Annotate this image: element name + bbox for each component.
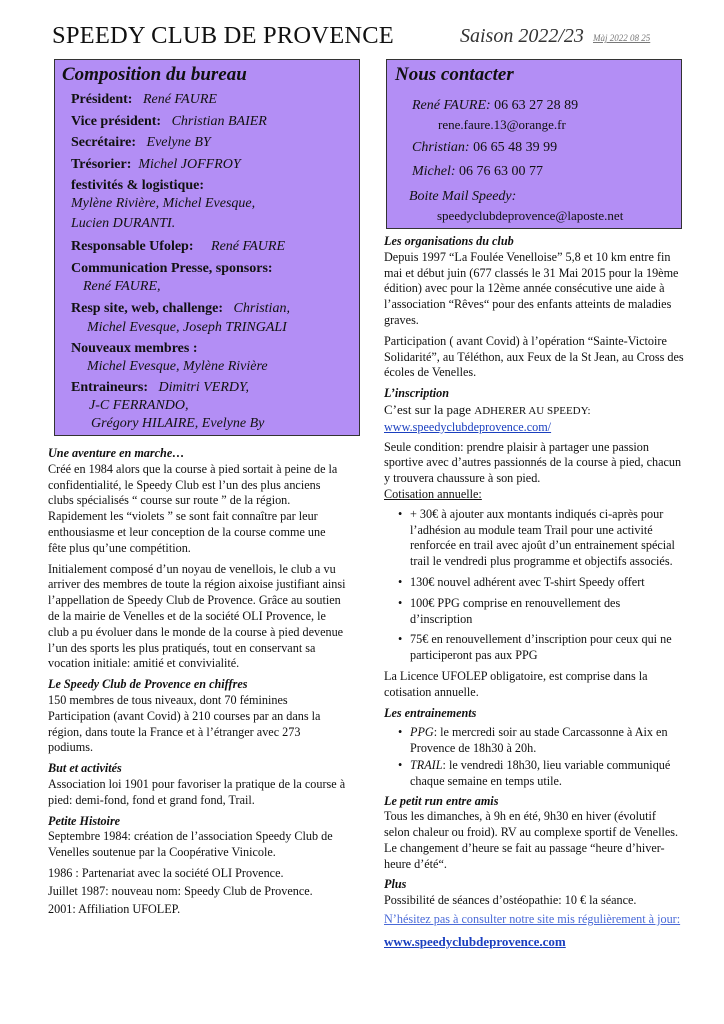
secretaire-row xyxy=(71,135,211,151)
vice-label: Vice président: xyxy=(71,114,162,129)
licence-paragraph: La Licence UFOLEP obligatoire, est comprise dans la cotisation annuelle. xyxy=(384,668,648,699)
tresorier-row xyxy=(71,157,241,173)
right-column xyxy=(384,234,684,956)
histoire-item-1: Septembre 1984: création de l’association Speedy Club de Venelles soutenue par la Coopérative Vinicole. xyxy=(48,829,333,860)
entraineurs-value-1: Dimitri VERDY, xyxy=(158,380,249,395)
inscription-lead-row xyxy=(384,402,684,420)
entraineurs-value-row-3 xyxy=(91,416,264,432)
festivites-value-row-2 xyxy=(71,216,175,232)
ufolep-row xyxy=(71,239,285,255)
plus-title: Plus xyxy=(384,877,407,892)
bureau-heading: Composition du bureau xyxy=(62,64,247,85)
web-row xyxy=(71,301,290,317)
histoire-item-2: 1986 : Partenariat avec la société OLI Provence. xyxy=(48,865,284,880)
cotisation-list xyxy=(398,507,684,664)
entraineurs-row xyxy=(71,380,249,396)
contact-mailbox-email-row xyxy=(437,208,623,224)
secretaire-value: Evelyne BY xyxy=(146,135,211,150)
festivites-value-row xyxy=(71,196,255,212)
inscription-link[interactable]: www.speedyclubdeprovence.com/ xyxy=(384,419,552,434)
consult-link-row xyxy=(384,912,684,928)
entraineurs-label: Entraineurs: xyxy=(71,380,148,395)
vice-row xyxy=(71,114,267,130)
but-paragraph: Association loi 1901 pour favoriser la pratique de la course à pied: demi-fond, fond et grand fond, Trail. xyxy=(48,776,346,807)
cotisation-title: Cotisation annuelle: xyxy=(384,486,482,501)
ppg-label: PPG xyxy=(410,725,434,740)
bureau-panel xyxy=(54,59,360,436)
cotisation-item-4: • 75€ en renouvellement d’inscription pour ceux qui ne participeront pas aux PPG xyxy=(398,632,684,664)
cotisation-item-1: • + 30€ à ajouter aux montants indiqués ci-après pour l’adhésion au module team Trail pour une activité renforcée en trail avec ajoût d’un entrainement spécial trail le vendredi plus programme et objectifs associés. xyxy=(398,507,684,570)
festivites-value-1: Mylène Rivière, Michel Evesque, xyxy=(71,196,256,211)
nouveaux-value: Michel Evesque, Mylène Rivière xyxy=(87,359,268,374)
entrainement-ppg xyxy=(398,725,684,757)
histoire-item-4: 2001: Affiliation UFOLEP. xyxy=(48,901,181,916)
entrainements-list xyxy=(398,725,684,789)
contact-mailbox-label: Boite Mail Speedy: xyxy=(409,189,517,204)
chiffres-title: Le Speedy Club de Provence en chiffres xyxy=(48,677,248,692)
histoire-title: Petite Histoire xyxy=(48,813,121,828)
histoire-item-3: Juillet 1987: nouveau nom: Speedy Club de Provence. xyxy=(48,883,313,898)
site-link-row xyxy=(384,934,684,951)
nouveaux-label: Nouveaux membres : xyxy=(71,341,198,356)
president-row xyxy=(71,92,217,108)
com-value-row xyxy=(83,279,161,295)
entrainements-title: Les entrainements xyxy=(384,705,477,720)
vice-value: Christian BAIER xyxy=(171,114,267,129)
contact-rene-email-row xyxy=(438,117,566,133)
com-row xyxy=(71,261,273,277)
tresorier-label: Trésorier: xyxy=(71,157,132,172)
site-link[interactable]: www.speedyclubdeprovence.com xyxy=(384,933,566,949)
petit-run-paragraph: Tous les dimanches, à 9h en été, 9h30 en hiver (évolutif selon chaleur ou froid). RV au complexe sportif de Venelles. Le changement d’heure se fait au passage “heure d’hiver-heure d’été“. xyxy=(384,809,679,871)
contact-rene-phone[interactable]: 06 63 27 28 89 xyxy=(494,98,579,113)
chiffres-paragraph: 150 membres de tous niveaux, dont 70 féminines Participation (avant Covid) à 210 courses par an dans la région, dans toute la France et à l’étranger avec 273 podiums. xyxy=(48,692,321,755)
president-value: René FAURE xyxy=(142,92,217,107)
inscription-link-row xyxy=(384,420,684,436)
orga-paragraph-2: Participation ( avant Covid) à l’opération “Sainte-Victoire Solidarité”, au Téléthon, aux Feux de la St Jean, au Cross des écoles de Venelles. xyxy=(384,333,684,380)
contact-christian xyxy=(412,140,557,156)
inscription-lead: C’est sur la page xyxy=(384,401,475,417)
tresorier-value: Michel JOFFROY xyxy=(138,157,241,172)
contact-rene xyxy=(412,98,578,114)
trail-text: : le vendredi 18h30, lieu variable communiqué chaque semaine en temps utile. xyxy=(410,757,671,788)
entrainement-trail xyxy=(398,758,684,790)
secretaire-label: Secrétaire: xyxy=(71,135,137,150)
contact-christian-phone[interactable]: 06 65 48 39 99 xyxy=(473,140,558,155)
com-label: Communication Presse, sponsors: xyxy=(71,261,273,276)
contact-michel xyxy=(412,164,543,180)
entraineurs-value-2: J-C FERRANDO, xyxy=(89,398,189,413)
festivites-value-2: Lucien DURANTI. xyxy=(71,216,176,231)
web-label: Resp site, web, challenge: xyxy=(71,301,224,316)
contact-mailbox-email[interactable]: speedyclubdeprovence@laposte.net xyxy=(437,208,624,223)
nouveaux-row xyxy=(71,341,198,357)
president-label: Président: xyxy=(71,92,133,107)
aventure-title: Une aventure en marche… xyxy=(48,446,185,460)
aventure-paragraph-2: Initialement composé d’un noyau de venellois, le club a vu arriver des membres de toute la région aixoise justifiant ainsi l’appellation de Speedy Club de Provence. Grâce au soutien de la mairie de Venelles et de la société OLI Provence, le club a pu évoluer dans le monde de la course à pied devenue l’un des sports les plus pratiqués, tout en conservant sa vocation initiale: amitié et convivialité. xyxy=(48,561,346,671)
contact-christian-name: Christian: xyxy=(412,140,470,155)
page-header xyxy=(52,22,682,54)
cotisation-item-2: • 130€ nouvel adhérent avec T-shirt Speedy offert xyxy=(398,575,684,591)
web-value-2: Michel Evesque, Joseph TRINGALI xyxy=(87,320,287,335)
ppg-text: : le mercredi soir au stade Carcassonne à Aix en Provence de 18h30 à 20h. xyxy=(410,725,668,756)
plus-paragraph: Possibilité de séances d’ostéopathie: 10 € la séance. xyxy=(384,893,637,908)
contact-michel-phone[interactable]: 06 76 63 00 77 xyxy=(459,164,544,179)
com-value: René FAURE, xyxy=(83,279,161,294)
ufolep-value: René FAURE xyxy=(211,239,286,254)
entraineurs-value-row-2 xyxy=(89,398,189,414)
nouveaux-value-row xyxy=(87,359,268,375)
contact-rene-name: René FAURE: xyxy=(412,98,491,113)
consult-link[interactable]: N’hésitez pas à consulter notre site mis régulièrement à jour: xyxy=(384,912,681,927)
aventure-paragraph-1: Créé en 1984 alors que la course à pied sortait à peine de la confidentialité, le Speedy Club est l’un des plus anciens clubs spécialisés “ course sur route ” de la région. Rapidement les “violets ” se sont fait connaître par leur enthousiasme et leur conception de la course comme une fête plus qu’une compétition. xyxy=(48,461,338,555)
petit-run-title: Le petit run entre amis xyxy=(384,793,499,808)
contact-rene-email[interactable]: rene.faure.13@orange.fr xyxy=(438,117,566,132)
orga-paragraph-1: Depuis 1997 “La Foulée Venelloise” 5,8 et 10 km entre fin mai et début juin (677 classés le 31 Mai 2015 pour la 19ème édition) avec pour la 12ème année consécutive une aide à l’association “Rêves“ pour des enfants atteints de maladies graves. xyxy=(384,249,679,327)
ufolep-label: Responsable Ufolep: xyxy=(71,239,194,254)
festivites-row xyxy=(71,178,204,194)
contact-michel-name: Michel: xyxy=(412,164,456,179)
contact-panel xyxy=(386,59,682,229)
orga-title: Les organisations du club xyxy=(384,234,514,248)
entraineurs-value-3: Grégory HILAIRE, Evelyne By xyxy=(91,416,265,431)
inscription-title: L’inscription xyxy=(384,386,450,401)
web-value-1: Christian, xyxy=(233,301,290,316)
contact-heading: Nous contacter xyxy=(395,64,514,85)
inscription-condition: Seule condition: prendre plaisir à partager une passion sportive avec d’autres passionnés de la course à pied, chacun y trouvera chaussure à son pied. xyxy=(384,439,682,486)
cotisation-item-3: • 100€ PPG comprise en renouvellement des d’inscription xyxy=(398,596,684,628)
left-column xyxy=(48,446,346,922)
update-date: Màj 2022 08 25 xyxy=(593,33,651,43)
but-title: But et activités xyxy=(48,761,122,776)
inscription-page: ADHERER AU SPEEDY: xyxy=(474,404,591,417)
trail-label: TRAIL xyxy=(410,757,443,772)
contact-mailbox xyxy=(409,189,516,205)
season-label: Saison 2022/23 xyxy=(460,25,584,47)
page-title: SPEEDY CLUB DE PROVENCE xyxy=(52,22,394,49)
festivites-label: festivités & logistique: xyxy=(71,178,204,193)
web-value-row xyxy=(87,320,287,336)
